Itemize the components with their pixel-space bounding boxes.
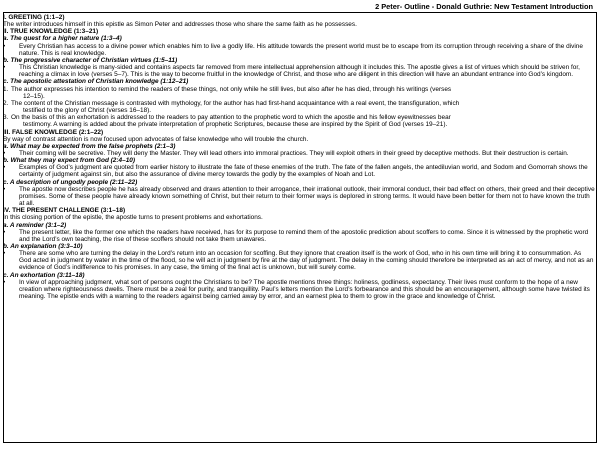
subheading-expected-false-prophets: a. What may be expected from the false prophets (2:1–3) (3, 142, 176, 150)
bullet-marker: • (3, 228, 6, 236)
bullet-text: Every Christian has access to a divine power which enables him to live a godly life. His attitude towards the present world must be to escape from its corruption through receiving a share of the divine nature. This is real knowledge. (19, 42, 583, 57)
document-title: 2 Peter- Outline - Donald Guthrie: New Testament Introduction (3, 2, 597, 13)
bullet-text: Examples of God’s judgment are quoted from earlier history to illustrate the fate of these enemies of the truth. The fate of the fallen angels, the antediluvian world, and Sodom and Gomorrah shows the certainty of judgment against sin, but also the assurance of divine mercy towards the godly by the examples of Noah and Lot. (19, 164, 588, 179)
list-item (3, 64, 597, 78)
list-item (3, 43, 597, 57)
item-number: 2. (3, 99, 9, 107)
item-text-first-line: The author expresses his intention to remind the readers of these things, not only while he still lives, but also after he has died, through his writings (verses (11, 85, 452, 93)
subheading-explanation: b. An explanation (3:3–10) (3, 243, 83, 250)
bullet-text: The apostle now describes people he has already observed and draws attention to their arrogance, their irrational outlook, their immoral conduct, their bad effect on others, their greed and their deceptive promises. Some of these people have already known something of Christ, but their return to their former ways is deplored in strong terms. It would have been better for them not to have known the truth at all. (19, 185, 595, 208)
bullet-marker: • (3, 42, 6, 50)
bullet-marker: • (3, 149, 6, 157)
item-text-continuation: 12–15). (23, 92, 45, 100)
item-text-continuation: testimony. A warning is added about the private interpretation of prophetic Scriptures, because these are inspired by the Spirit of God (verses 19–21). (23, 121, 448, 129)
list-item (3, 186, 597, 207)
section-heading-present-challenge: IV. THE PRESENT CHALLENGE (3:1–18) (3, 207, 126, 215)
item-text (11, 100, 597, 114)
bullet-marker: • (3, 64, 6, 72)
numbered-item (3, 114, 597, 128)
item-text-first-line: On the basis of this an exhortation is addressed to the readers to pay attention to the prophetic word to which the apostle and his fellow eyewitnesses bear (11, 114, 451, 122)
subheading-progressive-character: b. The progressive character of Christian virtues (1:5–11) (3, 56, 178, 64)
list-item (3, 229, 597, 243)
section-heading-greeting: I. GREETING (1:1–2) (3, 14, 65, 21)
bullet-text: Their coming will be secretive. They will deny the Master. They will lead others into immoral practices. They will exploit others in their greed by deceptive methods. But their destruction is certain. (19, 149, 569, 157)
outline-content (3, 13, 597, 300)
present-challenge-intro: In this closing portion of the epistle, the apostle turns to present problems and exhortations. (3, 214, 263, 222)
item-text-first-line: The content of the Christian message is contrasted with mythology, for the author has had first-hand acquaintance with a real event, the transfiguration, which (11, 99, 460, 107)
list-item (3, 164, 597, 178)
list-item (3, 250, 597, 271)
bullet-text: In view of approaching judgment, what sort of persons ought the Christians to be? The apostle mentions three things: holiness, godliness, expectancy. Their lives must conform to the hope of a new creation where righteousness dwells. There must be a zeal for purity, and tranquillity. Paul’s letters mention the Lord’s forbearance and this should be an encouragement, although some have twisted its meaning. The epistle ends with a warning to the readers against being carried away by error, and an earnest plea to them to grow in the grace and knowledge of Christ. (19, 278, 590, 301)
item-number: 3. (3, 114, 9, 122)
item-text (11, 86, 597, 100)
bullet-text: The present letter, like the former one which the readers have received, has for its purpose to remind them of the apostolic prediction about scoffers to come. Since it is witnessed by the prophetic word and the Lord’s own teaching, the rise of these scoffers should not take them unawares. (19, 228, 589, 243)
subheading-reminder: a. A reminder (3:1–2) (3, 221, 67, 229)
bullet-marker: • (3, 278, 6, 286)
item-text-continuation: testified to the glory of Christ (verses 16–18). (23, 107, 152, 115)
bullet-text: This Christian knowledge is many-sided and contains aspects far removed from mere intellectual apprehension although it includes this. The apostle gives a list of virtues which should be striven for, reaching a climax in love (verses 5–7). This is the way to become fruitful in the knowledge of Christ, and those who are diligent in this direction will have an abundant entrance into God’s kingdom. (19, 64, 580, 79)
list-item (3, 279, 597, 300)
bullet-marker: • (3, 250, 6, 258)
subheading-apostolic-attestation: c. The apostolic attestation of Christian knowledge (1:12–21) (3, 78, 189, 86)
false-knowledge-intro: By way of contrast attention is now focused upon advocates of false knowledge who will trouble the church. (3, 135, 309, 143)
bullet-text: There are some who are turning the delay in the Lord’s return into an occasion for scoffing. But they ignore that creation itself is the work of God, who in his own time will bring it to consummation. As God acted in judgment by water in the time of the flood, so he will act in judgment by fire at the day of judgment. The delay in the coming should therefore be interpreted as an act of mercy, and not as an evidence of God’s indifference to his promises. In any case, the timing of the final act is unknown, but will surely come. (19, 250, 594, 272)
item-text (11, 114, 597, 128)
section-heading-true-knowledge: II. TRUE KNOWLEDGE (1:3–21) (3, 28, 99, 36)
numbered-item (3, 86, 597, 100)
section-heading-false-knowledge: III. FALSE KNOWLEDGE (2:1–22) (3, 128, 104, 136)
bullet-marker: • (3, 185, 6, 193)
subheading-exhortation: c. An exhortation (3:11–18) (3, 271, 85, 279)
subheading-expect-from-god: b. What they may expect from God (2:4–10) (3, 157, 136, 165)
bullet-marker: • (3, 164, 6, 172)
document-page (3, 2, 597, 300)
list-item (3, 150, 597, 157)
item-number: 1. (3, 85, 9, 93)
numbered-item (3, 100, 597, 114)
subheading-quest-higher-nature: a. The quest for a higher nature (1:3–4) (3, 35, 122, 43)
greeting-text: The writer introduces himself in this epistle as Simon Peter and addresses those who share the same faith as he possesses. (3, 21, 357, 29)
subheading-ungodly-people: c. A description of ungodly people (2:11–22) (3, 178, 138, 186)
